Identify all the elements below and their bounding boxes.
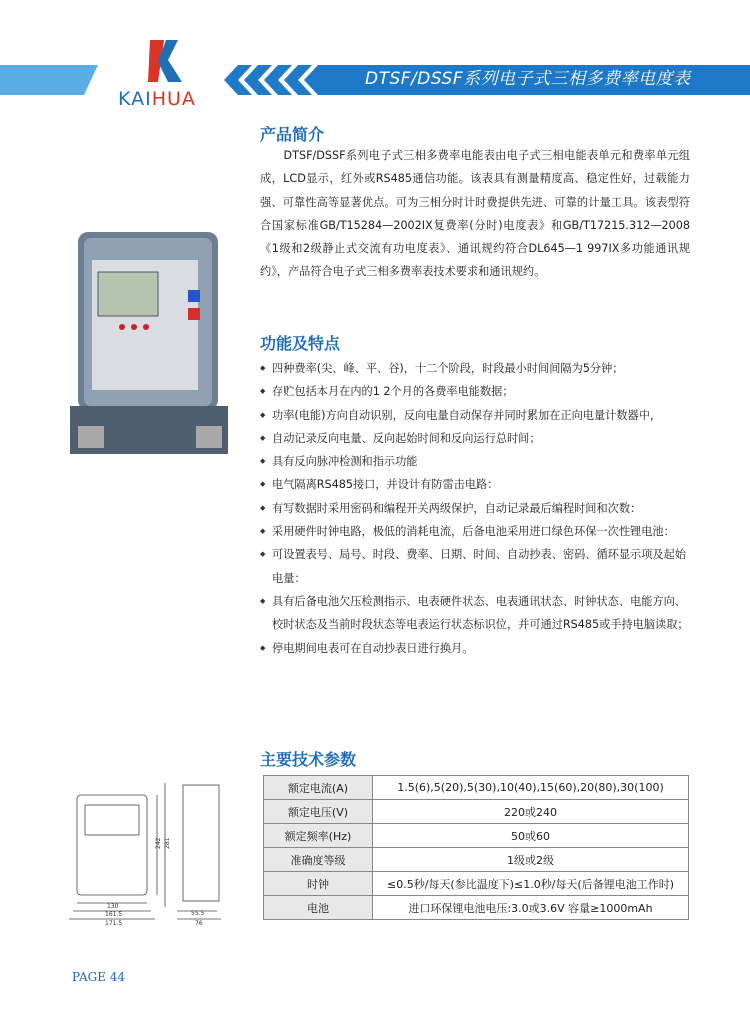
list-item: ◆ 采用硬件时钟电路，极低的消耗电流，后备电池采用进口绿色环保一次性锂电池： xyxy=(260,520,690,543)
list-item: ◆ 功率(电能)方向自动识别，反向电量自动保存并同时累加在正向电量计数器中， xyxy=(260,404,690,427)
banner-title: DTSF/DSSF系列电子式三相多费率电度表 xyxy=(365,69,691,89)
dimension-drawing xyxy=(65,775,250,935)
dim-label: 242 xyxy=(155,837,162,849)
param-label: 准确度等级 xyxy=(264,848,373,872)
param-label: 额定频率(Hz) xyxy=(264,824,373,848)
param-value: 1.5(6),5(20),5(30),10(40),15(60),20(80),30(100) xyxy=(373,776,689,800)
table-row xyxy=(264,896,689,920)
list-item: ◆ 自动记录反向电量、反向起始时间和反向运行总时间； xyxy=(260,427,690,450)
intro-heading: 产品简介 xyxy=(260,125,325,144)
page-number: PAGE 44 xyxy=(72,970,126,984)
list-item: ◆ 具有后备电池欠压检测指示、电表硬件状态、电表通讯状态、时钟状态、电能方向、校时状态及当前时段状态等电表运行状态标识位，并可通过RS485或手持电脑读取； xyxy=(260,590,690,637)
param-label: 时钟 xyxy=(264,872,373,896)
list-item: ◆ 具有反向脉冲检测和指示功能 xyxy=(260,450,690,473)
features-list xyxy=(260,357,690,660)
list-item: ◆ 可设置表号、局号、时段、费率、日期、时间、自动抄表、密码、循环显示项及起始电量： xyxy=(260,543,690,590)
dim-label: 161.5 xyxy=(105,911,123,918)
list-item: ◆ 存贮包括本月在内的1 2个月的各费率电能数据； xyxy=(260,380,690,403)
list-item: ◆ 停电期间电表可在自动抄表日进行换月。 xyxy=(260,637,690,660)
param-label: 额定电压(V) xyxy=(264,800,373,824)
kaihua-logo-icon xyxy=(146,38,186,84)
param-value: 进口环保锂电池电压:3.0或3.6V 容量≥1000mAh xyxy=(373,896,689,920)
list-item: ◆ 电气隔离RS485接口，并设计有防雷击电路： xyxy=(260,473,690,496)
table-row xyxy=(264,824,689,848)
list-item: ◆ 四种费率(尖、峰、平、谷)，十二个阶段，时段最小时间间隔为5分钟； xyxy=(260,357,690,380)
logo-text: KAIHUA xyxy=(118,88,196,110)
table-row xyxy=(264,872,689,896)
param-label: 电池 xyxy=(264,896,373,920)
meter-photo xyxy=(70,230,240,465)
dim-label: 281 xyxy=(164,837,171,849)
dim-label: 55.5 xyxy=(191,910,205,917)
features-heading: 功能及特点 xyxy=(260,334,341,353)
param-value: 1级或2级 xyxy=(373,848,689,872)
params-table xyxy=(263,775,689,920)
table-row xyxy=(264,848,689,872)
dim-label: 171.5 xyxy=(105,920,123,927)
table-row xyxy=(264,776,689,800)
dim-label: 76 xyxy=(195,920,203,927)
param-value: 50或60 xyxy=(373,824,689,848)
param-label: 额定电流(A) xyxy=(264,776,373,800)
param-value: ≤0.5秒/每天(参比温度下)≤1.0秒/每天(后备锂电池工作时) xyxy=(373,872,689,896)
params-heading: 主要技术参数 xyxy=(260,750,357,769)
list-item: ◆ 有写数据时采用密码和编程开关两级保护，自动记录最后编程时间和次数： xyxy=(260,497,690,520)
dim-label: 130 xyxy=(107,903,119,910)
param-value: 220或240 xyxy=(373,800,689,824)
table-row xyxy=(264,800,689,824)
intro-text: DTSF/DSSF系列电子式三相多费率电能表由电子式三相电能表单元和费率单元组成，LCD显示，红外或RS485通信功能。该表具有测量精度高、稳定性好，过载能力强、可靠性高等显著优点。可为三相分时计时费提供先进、可靠的计量工具。该表型符合国家标准GB/T15284—2002IX复费率(分时)电度表》和GB/T17215.312—2008《1级和2级静止式交流有功电度表》、通讯规约符合DL645—1 997IX多功能通讯规约》，产品符合电子式三相多费率表技术要求和通讯规约。 xyxy=(260,149,690,279)
